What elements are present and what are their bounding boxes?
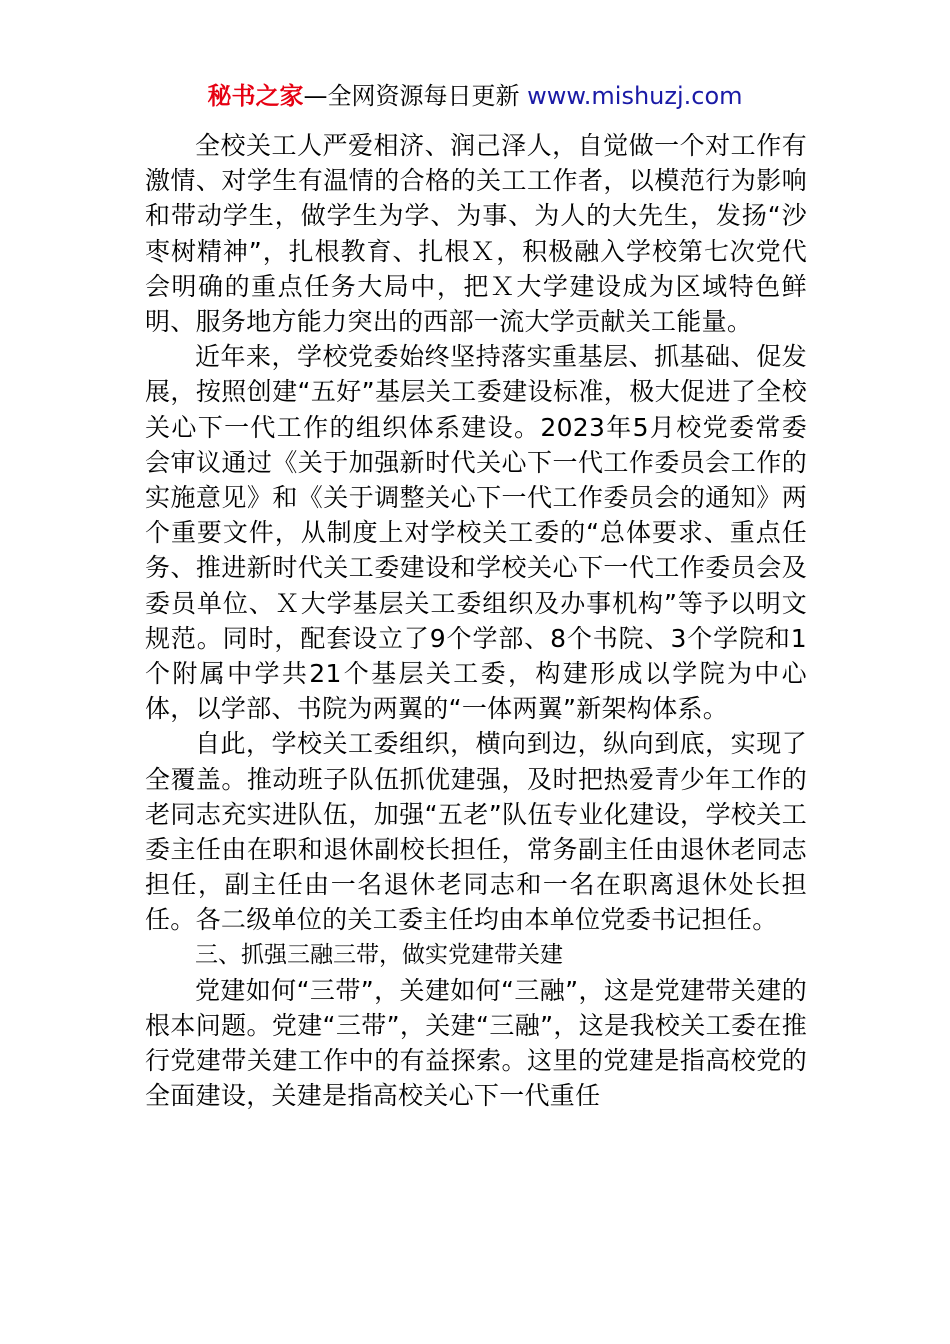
paragraph-2: 近年来，学校党委始终坚持落实重基层、抓基础、促发展，按照创建“五好”基层关工委建设标准，极大促进了全校关心下一代工作的组织体系建设。2023年5月校党委常委会审议通过《关于加强新时代关心下一代工作委员会工作的实施意见》和《关于调整关心下一代工作委员会的通知》两个重要文件，从制度上对学校关工委的“总体要求、重点任务、推进新时代关工委建设和学校关心下一代工作委员会及委员单位、Ｘ大学基层关工委组织及办事机构”等予以明文规范。同时，配套设立了9个学部、8个书院、3个学院和1个附属中学共21个基层关工委，构建形成以学院为中心体，以学部、书院为两翼的“一体两翼”新架构体系。 xyxy=(145,342,807,724)
brand-name: 秘书之家 xyxy=(207,82,304,110)
paragraph-4: 党建如何“三带”，关建如何“三融”，这是党建带关建的根本问题。党建“三带”，关建“三融”，这是我校关工委在推行党建带关建工作中的有益探索。这里的党建是指高校党的全面建设，关建是指高校关心下一代重任 xyxy=(145,975,807,1111)
site-header xyxy=(0,80,950,112)
section-heading: 三、抓强三融三带，做实党建带关建 xyxy=(195,941,563,968)
header-tagline: —全网资源每日更新 xyxy=(303,82,528,110)
paragraph-1: 全校关工人严爱相济、润己泽人，自觉做一个对工作有激情、对学生有温情的合格的关工工作者，以模范行为影响和带动学生，做学生为学、为事、为人的大先生，发扬“沙枣树精神”，扎根教育、扎根Ｘ，积极融入学校第七次党代会明确的重点任务大局中，把Ｘ大学建设成为区域特色鲜明、服务地方能力突出的西部一流大学贡献关工能量。 xyxy=(145,131,807,337)
paragraph-3: 自此，学校关工委组织，横向到边，纵向到底，实现了全覆盖。推动班子队伍抓优建强，及时把热爱青少年工作的老同志充实进队伍，加强“五老”队伍专业化建设，学校关工委主任由在职和退休副校长担任，常务副主任由退休老同志担任，副主任由一名退休老同志和一名在职离退休处长担任。各二级单位的关工委主任均由本单位党委书记担任。 xyxy=(145,729,807,935)
document-body xyxy=(145,128,807,1114)
site-url-link[interactable]: www.mishuzj.com xyxy=(527,82,743,110)
